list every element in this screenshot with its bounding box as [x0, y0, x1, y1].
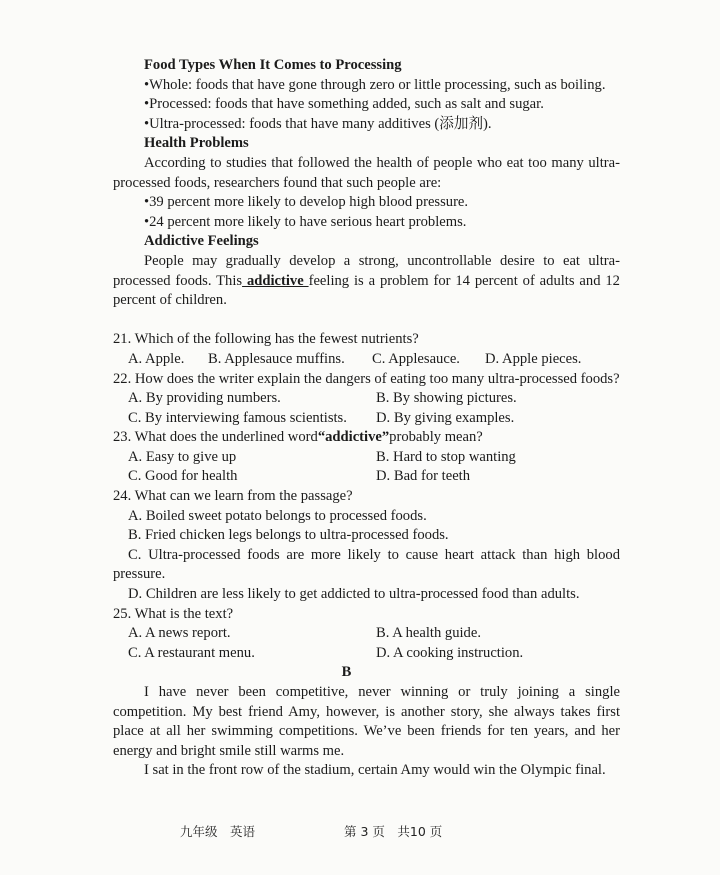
addictive-text-pre: People may gradually develop a strong, uncontrollable desire to eat ultra-processed foods. This — [113, 252, 620, 289]
option-22-b: B. By showing pictures. — [376, 390, 517, 407]
question-23 — [113, 428, 620, 448]
question-22-options-row1 — [113, 389, 620, 409]
option-25-a: A. A news report. — [128, 625, 231, 642]
heading-health-problems: Health Problems — [144, 135, 249, 152]
option-25-b: B. A health guide. — [376, 625, 481, 642]
question-25: 25. What is the text? — [113, 605, 234, 622]
option-21-c: C. Applesauce. — [372, 350, 460, 367]
question-22: 22. How does the writer explain the dangers of eating too many ultra-processed foods? — [113, 370, 620, 387]
option-24-d: D. Children are less likely to get addicted to ultra-processed food than adults. — [128, 586, 580, 603]
section-b-paragraph-2: I sat in the front row of the stadium, certain Amy would win the Olympic final. — [144, 762, 606, 779]
option-24-b: B. Fried chicken legs belongs to ultra-processed foods. — [128, 527, 449, 544]
spacer — [113, 311, 620, 331]
heading-addictive-feelings: Addictive Feelings — [144, 233, 259, 250]
question-23-post: probably mean? — [389, 429, 483, 446]
option-21-b: B. Applesauce muffins. — [208, 350, 345, 367]
option-23-d: D. Bad for teeth — [376, 468, 471, 485]
page-footer — [180, 822, 442, 840]
health-paragraph: According to studies that followed the health of people who eat too many ultra-processed foods, researchers found that such people are: — [113, 154, 620, 191]
section-b-paragraph-1: I have never been competitive, never winning or truly joining a single competition. My best friend Amy, however, is another story, she always takes first place at all her swimming competitions. We’ve been friends for ten years, and her energy and bright smile still warms me. — [113, 684, 620, 759]
bullet-heart-problems: •24 percent more likely to have serious heart problems. — [144, 213, 467, 230]
bullet-whole: •Whole: foods that have gone through zero or little processing, such as boiling. — [144, 76, 606, 93]
option-24-c: C. Ultra-processed foods are more likely to cause heart attack than high blood pressure. — [113, 546, 620, 583]
bullet-processed: •Processed: foods that have something added, such as salt and sugar. — [144, 96, 544, 113]
question-25-options-row1 — [113, 624, 620, 644]
question-24: 24. What can we learn from the passage? — [113, 488, 353, 505]
option-25-d: D. A cooking instruction. — [376, 644, 524, 661]
option-22-c: C. By interviewing famous scientists. — [128, 409, 347, 426]
question-21: 21. Which of the following has the fewest nutrients? — [113, 331, 419, 348]
bullet-ultra-processed: •Ultra-processed: foods that have many additives (添加剂). — [144, 115, 492, 132]
option-21-d: D. Apple pieces. — [485, 350, 582, 367]
addictive-text-post: feeling is a problem for 14 percent of adults and 12 percent of children. — [113, 272, 620, 309]
page-content — [113, 56, 620, 781]
addictive-paragraph — [113, 252, 620, 311]
heading-food-types: Food Types When It Comes to Processing — [144, 57, 402, 73]
option-21-a: A. Apple. — [128, 350, 185, 367]
question-22-options-row2 — [113, 409, 620, 429]
bullet-blood-pressure: •39 percent more likely to develop high blood pressure. — [144, 194, 469, 211]
option-22-a: A. By providing numbers. — [128, 390, 281, 407]
section-b-title: B — [341, 664, 352, 681]
option-23-a: A. Easy to give up — [128, 448, 237, 465]
underlined-word-addictive: addictive — [242, 272, 309, 289]
option-22-d: D. By giving examples. — [376, 409, 515, 426]
question-23-pre: 23. What does the underlined word — [113, 429, 318, 446]
option-23-b: B. Hard to stop wanting — [376, 448, 516, 465]
footer-page-number: 第 3 页 共10 页 — [344, 824, 443, 839]
question-23-options-row1 — [113, 448, 620, 468]
option-23-c: C. Good for health — [128, 468, 238, 485]
question-23-word: “addictive” — [317, 429, 390, 446]
question-21-options — [113, 350, 620, 370]
question-25-options-row2 — [113, 644, 620, 664]
footer-grade-subject: 九年级 英语 — [180, 824, 256, 839]
question-23-options-row2 — [113, 467, 620, 487]
option-25-c: C. A restaurant menu. — [128, 644, 255, 661]
option-24-a: A. Boiled sweet potato belongs to processed foods. — [128, 507, 427, 524]
